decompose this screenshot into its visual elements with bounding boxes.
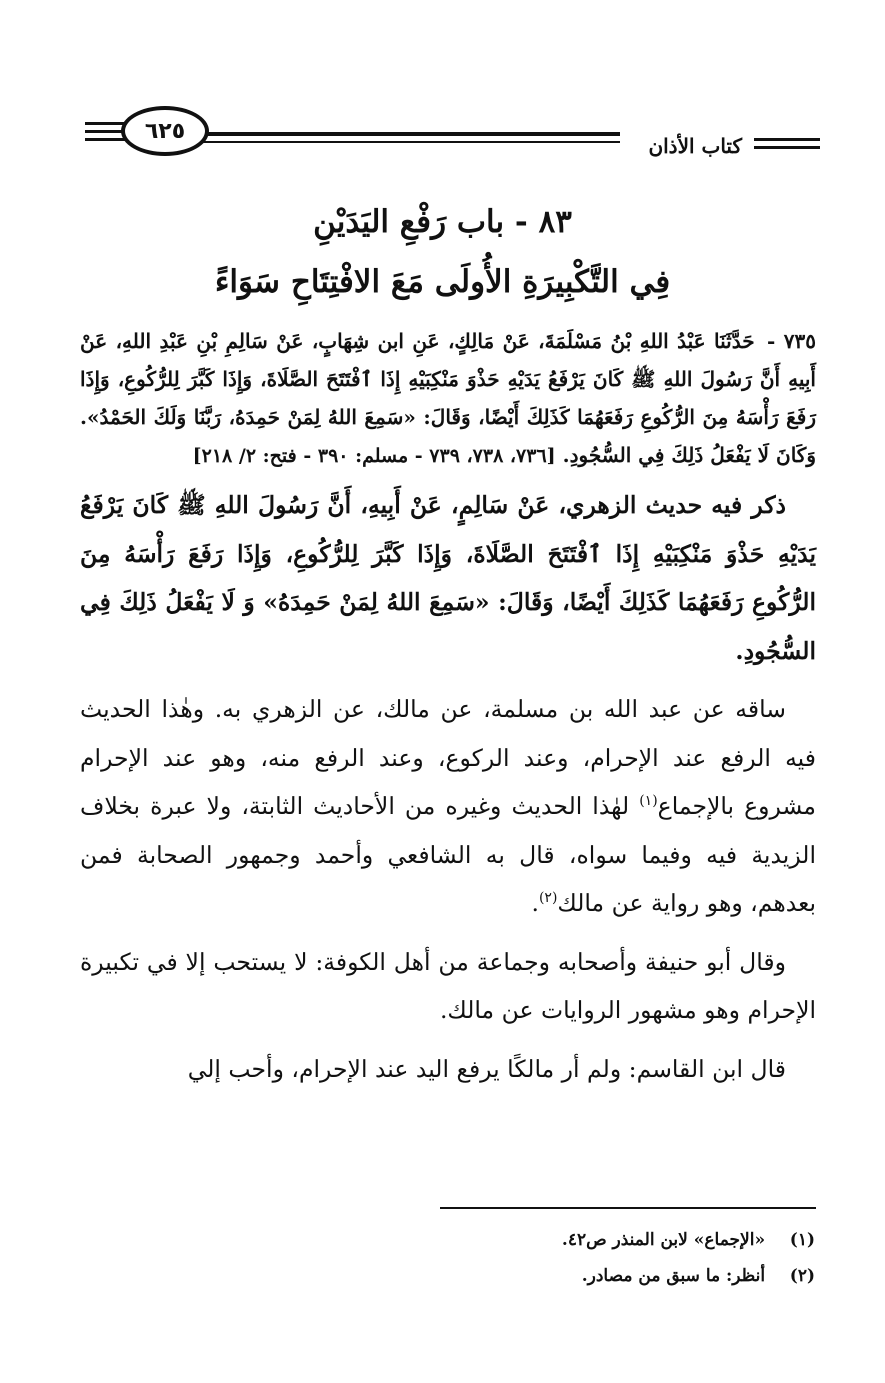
commentary-paragraph-2-end: . bbox=[531, 889, 539, 917]
footnote-reference-1[interactable]: (١) bbox=[639, 793, 658, 810]
footnote-mark: (٢) bbox=[789, 1266, 815, 1286]
chapter-title-line-1: ٨٣ - باب رَفْعِ اليَدَيْنِ bbox=[313, 204, 572, 240]
footnote-1 bbox=[115, 1222, 815, 1258]
chapter-heading bbox=[60, 192, 825, 312]
footnote-text: أنظر: ما سبق من مصادر. bbox=[581, 1266, 766, 1286]
main-text bbox=[80, 322, 816, 1093]
commentary-paragraph-3: وقال أبو حنيفة وأصحابه وجماعة من أهل الكوفة: لا يستحب إلا في تكبيرة الإحرام وهو مشهور الروايات عن مالك. bbox=[80, 947, 816, 1024]
footnote-text: «الإجماع» لابن المنذر ص٤٢. bbox=[561, 1230, 766, 1250]
page-number: ٦٢٥ bbox=[144, 118, 186, 144]
header-rule bbox=[193, 132, 620, 136]
chapter-title-line-2: فِي التَّكْبِيرَةِ الأُولَى مَعَ الافْتِتَاحِ سَوَاءً bbox=[214, 264, 671, 300]
commentary-paragraph-2-part-a: ساقه عن عبد الله بن مسلمة، عن مالك، عن الزهري به. وهٰذا الحديث فيه الرفع عند الإحرام، وعند الركوع، وعند الرفع منه، وهو عند الإحرام مشروع بالإجماع bbox=[80, 695, 816, 820]
footnote-mark: (١) bbox=[789, 1230, 815, 1250]
footnote-2 bbox=[115, 1258, 815, 1294]
hadith-number: ٧٣٥ - bbox=[767, 329, 817, 353]
running-header bbox=[85, 96, 820, 166]
commentary-paragraph-2-part-b: لهٰذا الحديث وغيره من الأحاديث الثابتة، ولا عبرة بخلاف الزيدية فيه وفيما سواه، قال به الشافعي وأحمد وجمهور الصحابة فمن بعدهم، وهو رواية عن مالك bbox=[80, 792, 816, 917]
hadith-citation: [٧٣٦، ٧٣٨، ٧٣٩ - مسلم: ٣٩٠ - فتح: ٢/ ٢١٨] bbox=[192, 445, 556, 467]
header-rule-thin bbox=[193, 141, 620, 143]
footnote-separator bbox=[440, 1207, 816, 1209]
commentary-paragraph-1: ذكر فيه حديث الزهري، عَنْ سَالِمٍ، عَنْ أَبِيهِ، أَنَّ رَسُولَ اللهِ ﷺ كَانَ يَرْفَعُ يَدَيْهِ حَذْوَ مَنْكِبَيْهِ إِذَا ٱفْتَتَحَ الصَّلَاةَ، وَإِذَا كَبَّرَ لِلرُّكُوعِ، وَإِذَا رَفَعَ رَأْسَهُ مِنَ الرُّكُوعِ رَفَعَهُمَا كَذَلِكَ أَيْضًا، وَقَالَ: «سَمِعَ اللهُ لِمَنْ حَمِدَهُ» وَ لَا يَفْعَلُ ذَلِكَ فِي السُّجُودِ. bbox=[80, 491, 816, 665]
header-ornament-right bbox=[754, 138, 820, 154]
hadith-text: حَدَّثَنَا عَبْدُ اللهِ بْنُ مَسْلَمَةَ، عَنْ مَالِكٍ، عَنِ ابن شِهَابٍ، عَنْ سَالِمِ بْنِ عَبْدِ اللهِ، عَنْ أَبِيهِ أَنَّ رَسُولَ اللهِ ﷺ كَانَ يَرْفَعُ يَدَيْهِ حَذْوَ مَنْكِبَيْهِ إِذَا ٱفْتَتَحَ الصَّلَاةَ، وَإِذَا كَبَّرَ لِلرُّكُوعِ، وَإِذَا رَفَعَ رَأْسَهُ مِنَ الرُّكُوعِ رَفَعَهُمَا كَذَلِكَ أَيْضًا، وَقَالَ: «سَمِعَ اللهُ لِمَنْ حَمِدَهُ، رَبَّنَا وَلَكَ الحَمْدُ». وَكَانَ لَا يَفْعَلُ ذَلِكَ فِي السُّجُودِ. bbox=[80, 329, 816, 467]
commentary-paragraph-4: قال ابن القاسم: ولم أر مالكًا يرفع اليد عند الإحرام، وأحب إلي bbox=[187, 1054, 786, 1083]
footnote-reference-2[interactable]: (٢) bbox=[538, 890, 558, 907]
footnotes bbox=[115, 1222, 815, 1294]
commentary-paragraph-2 bbox=[80, 685, 816, 928]
hadith-block bbox=[80, 322, 816, 475]
book-title: كتاب الأذان bbox=[648, 134, 742, 158]
page-number-badge bbox=[121, 106, 209, 156]
